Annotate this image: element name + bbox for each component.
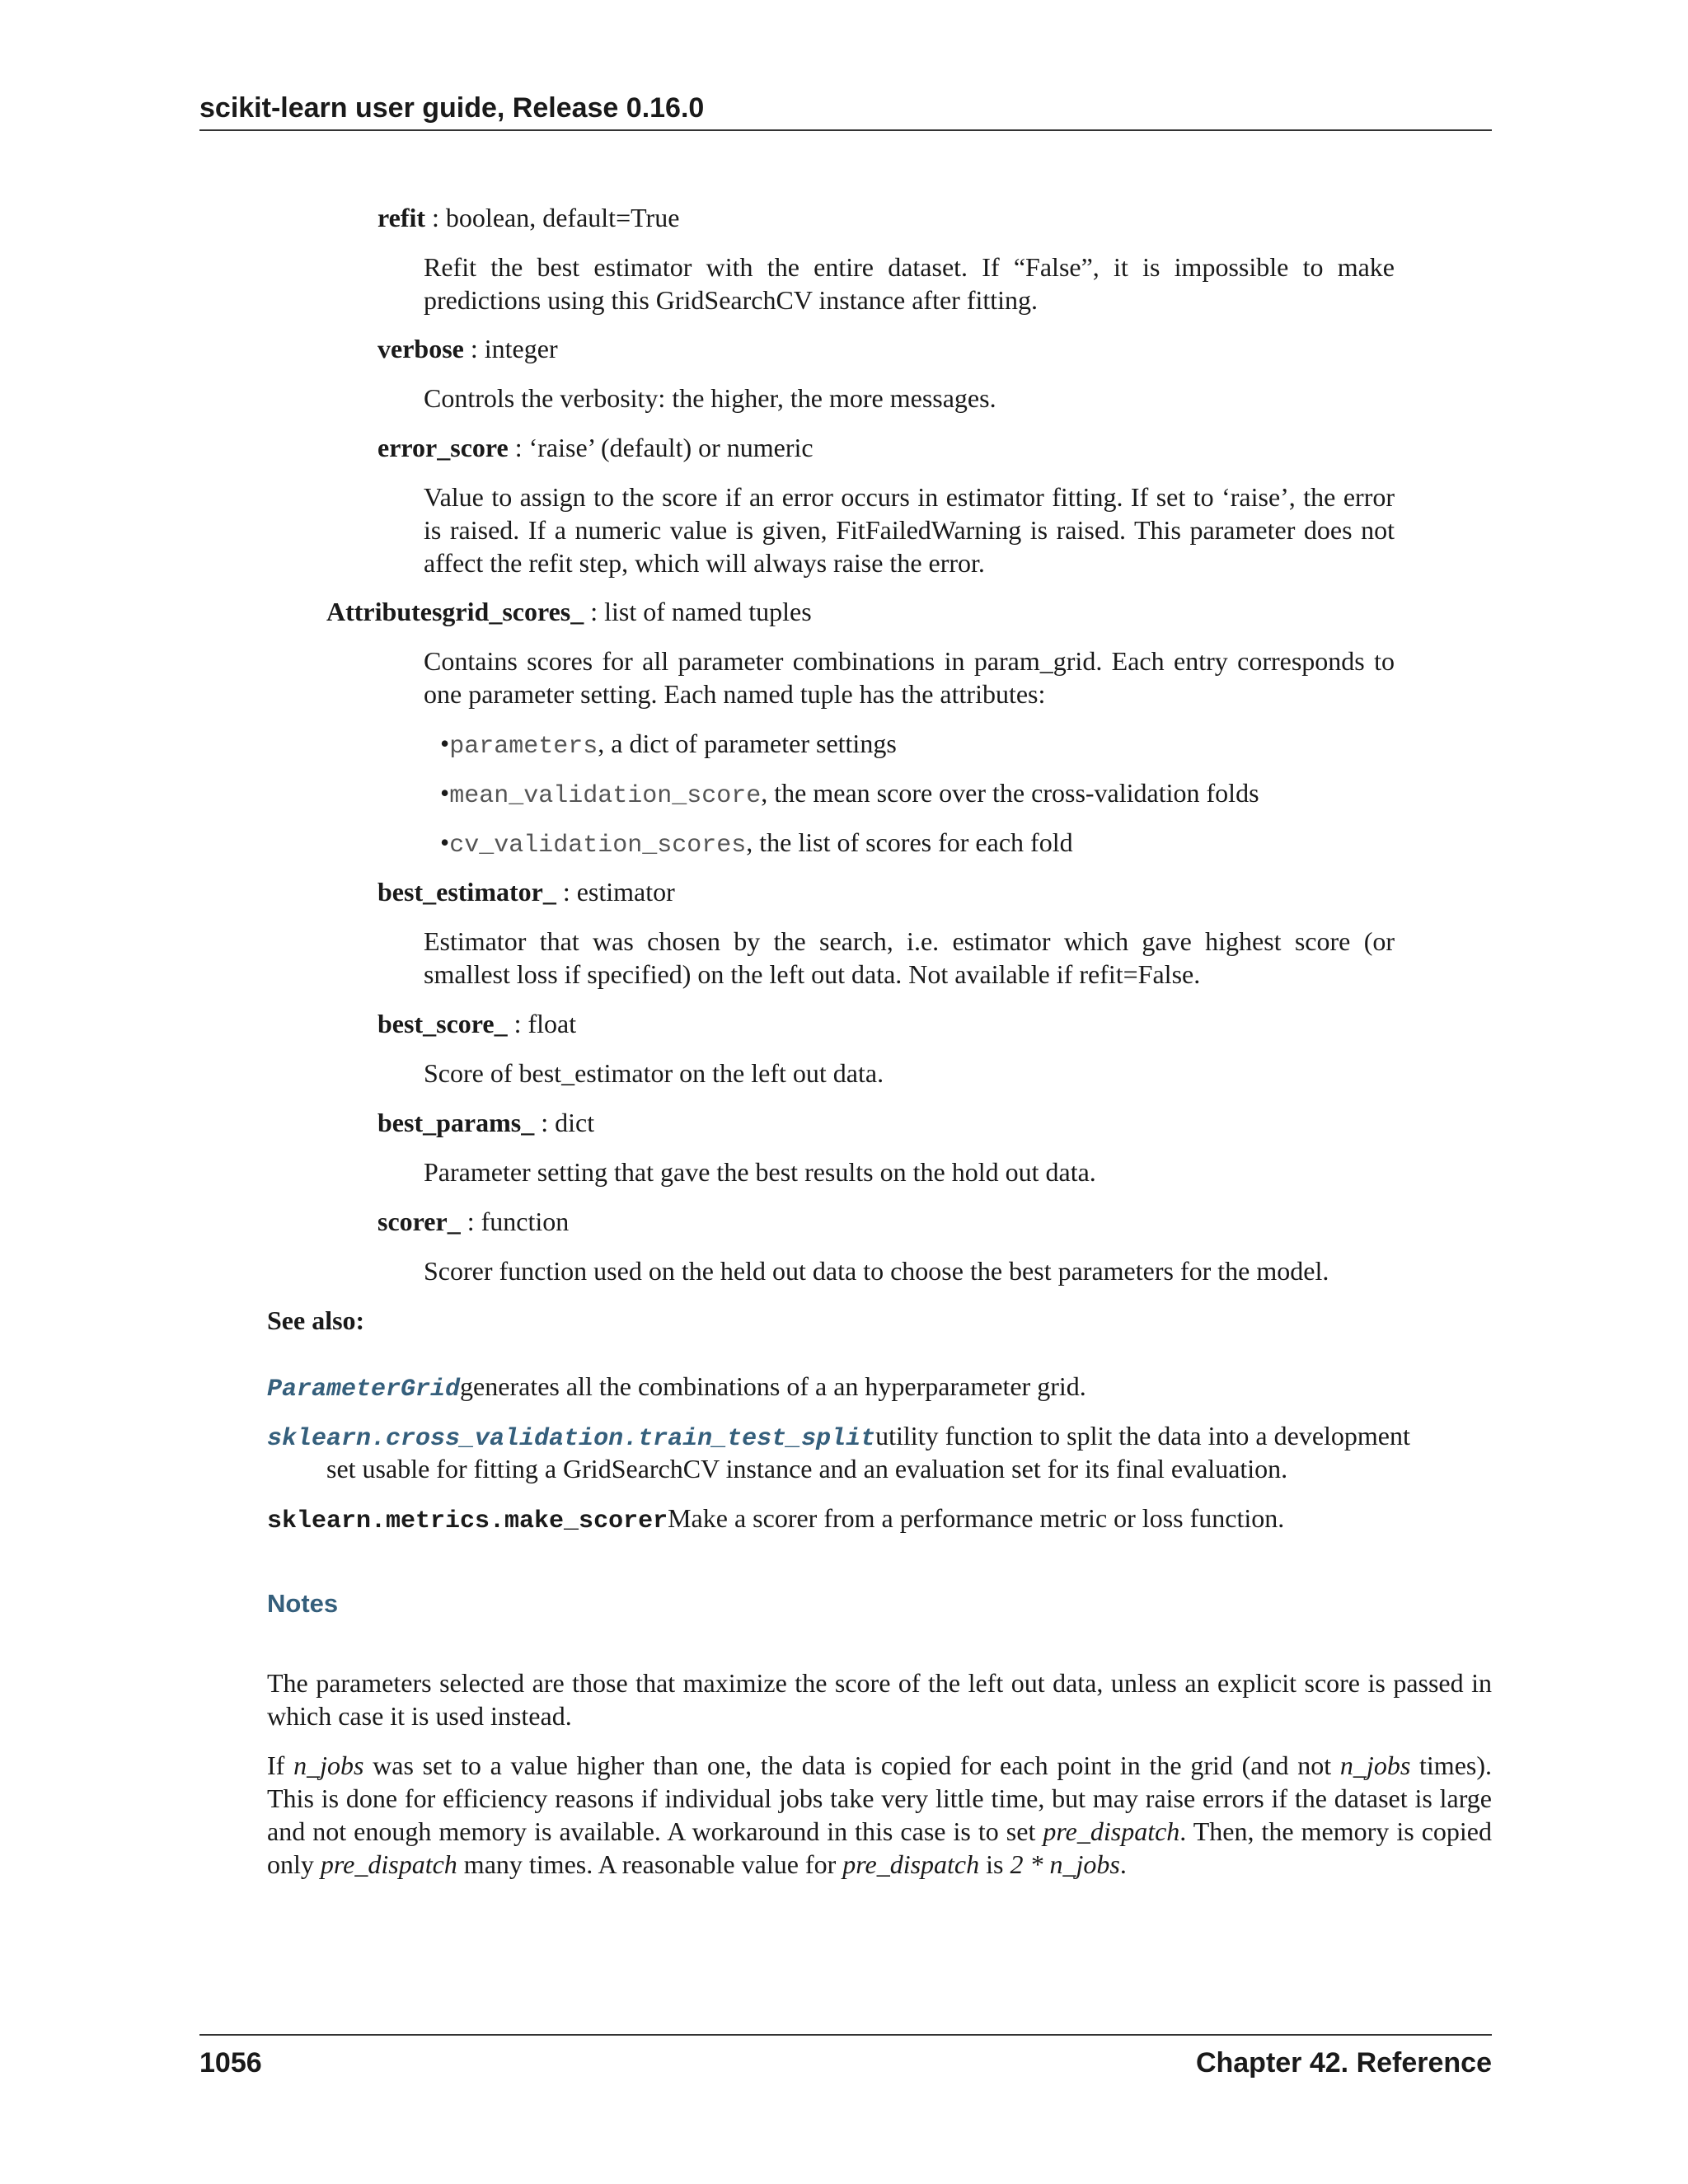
header-rule [199, 129, 1492, 131]
notes-paragraph-1: The parameters selected are those that maximize the score of the left out data, unless an explicit score is passed in which case it is used instead. [267, 1668, 1492, 1731]
attr-best-score-desc: Score of best_estimator on the left out data. [424, 1058, 884, 1088]
bullet-mean-validation-score: •mean_validation_score, the mean score over the cross-validation folds [440, 778, 1259, 810]
param-error-score: error_score : ‘raise’ (default) or numeric [377, 433, 814, 462]
attr-grid-scores: Attributesgrid_scores_ : list of named tuples [326, 597, 812, 626]
attr-best-score: best_score_ : float [377, 1009, 577, 1038]
attr-best-params-desc: Parameter setting that gave the best results on the hold out data. [424, 1157, 1096, 1187]
see-also-train-test-split-cont: set usable for fitting a GridSearchCV instance and an evaluation set for its final evaluation. [326, 1454, 1288, 1483]
notes-paragraph-2: If n_jobs was set to a value higher than one, the data is copied for each point in the grid (and not n_jobs times). This is done for efficiency reasons if individual jobs take very little time, but may raise errors if the dataset is large and not enough memory is available. A workaround in this case is to set pre_dispatch. Then, the memory is copied only pre_dispatch many times. A reasonable value for pre_dispatch is 2 * n_jobs. [267, 1750, 1493, 1879]
page-number: 1056 [199, 2047, 262, 2079]
attr-best-estimator: best_estimator_ : estimator [377, 877, 675, 907]
attr-scorer: scorer_ : function [377, 1207, 570, 1236]
footer-rule [199, 2034, 1492, 2036]
train-test-split-link[interactable]: sklearn.cross_validation.train_test_split [267, 1425, 876, 1453]
notes-heading: Notes [267, 1589, 339, 1618]
attr-best-params: best_params_ : dict [377, 1108, 595, 1137]
param-verbose-desc: Controls the verbosity: the higher, the more messages. [424, 383, 996, 413]
parametergrid-link[interactable]: ParameterGrid [267, 1376, 461, 1404]
param-error-score-desc: Value to assign to the score if an error occurs in estimator fitting. If set to ‘raise’, the error is raised. If a numeric value is given, FitFailedWarning is raised. This parameter does not affect the refit step, which will always raise the error. [424, 482, 1395, 578]
running-header: scikit-learn user guide, Release 0.16.0 [199, 92, 705, 124]
chapter-title: Chapter 42. Reference [1195, 2047, 1492, 2079]
see-also-parametergrid: ParameterGridgenerates all the combinations of a an hyperparameter grid. [267, 1371, 1086, 1404]
param-refit: refit : boolean, default=True [377, 203, 680, 232]
see-also-train-test-split: sklearn.cross_validation.train_test_splitutility function to split the data into a development [267, 1421, 1410, 1453]
attr-scorer-desc: Scorer function used on the held out data to choose the best parameters for the model. [424, 1256, 1329, 1286]
see-also-heading: See also: [267, 1305, 365, 1335]
param-verbose: verbose : integer [377, 334, 558, 363]
param-refit-desc: Refit the best estimator with the entire dataset. If “False”, it is impossible to make predictions using this GridSearchCV instance after fitting. [424, 252, 1395, 315]
attr-best-estimator-desc: Estimator that was chosen by the search, i.e. estimator which gave highest score (or smallest loss if specified) on the left out data. Not available if refit=False. [424, 926, 1395, 989]
attr-grid-scores-desc: Contains scores for all parameter combinations in param_grid. Each entry corresponds to one parameter setting. Each named tuple has the attributes: [424, 646, 1395, 709]
bullet-parameters: •parameters, a dict of parameter settings [440, 729, 897, 761]
see-also-make-scorer: sklearn.metrics.make_scorerMake a scorer from a performance metric or loss function. [267, 1503, 1285, 1535]
bullet-cv-validation-scores: •cv_validation_scores, the list of scores for each fold [440, 827, 1073, 860]
